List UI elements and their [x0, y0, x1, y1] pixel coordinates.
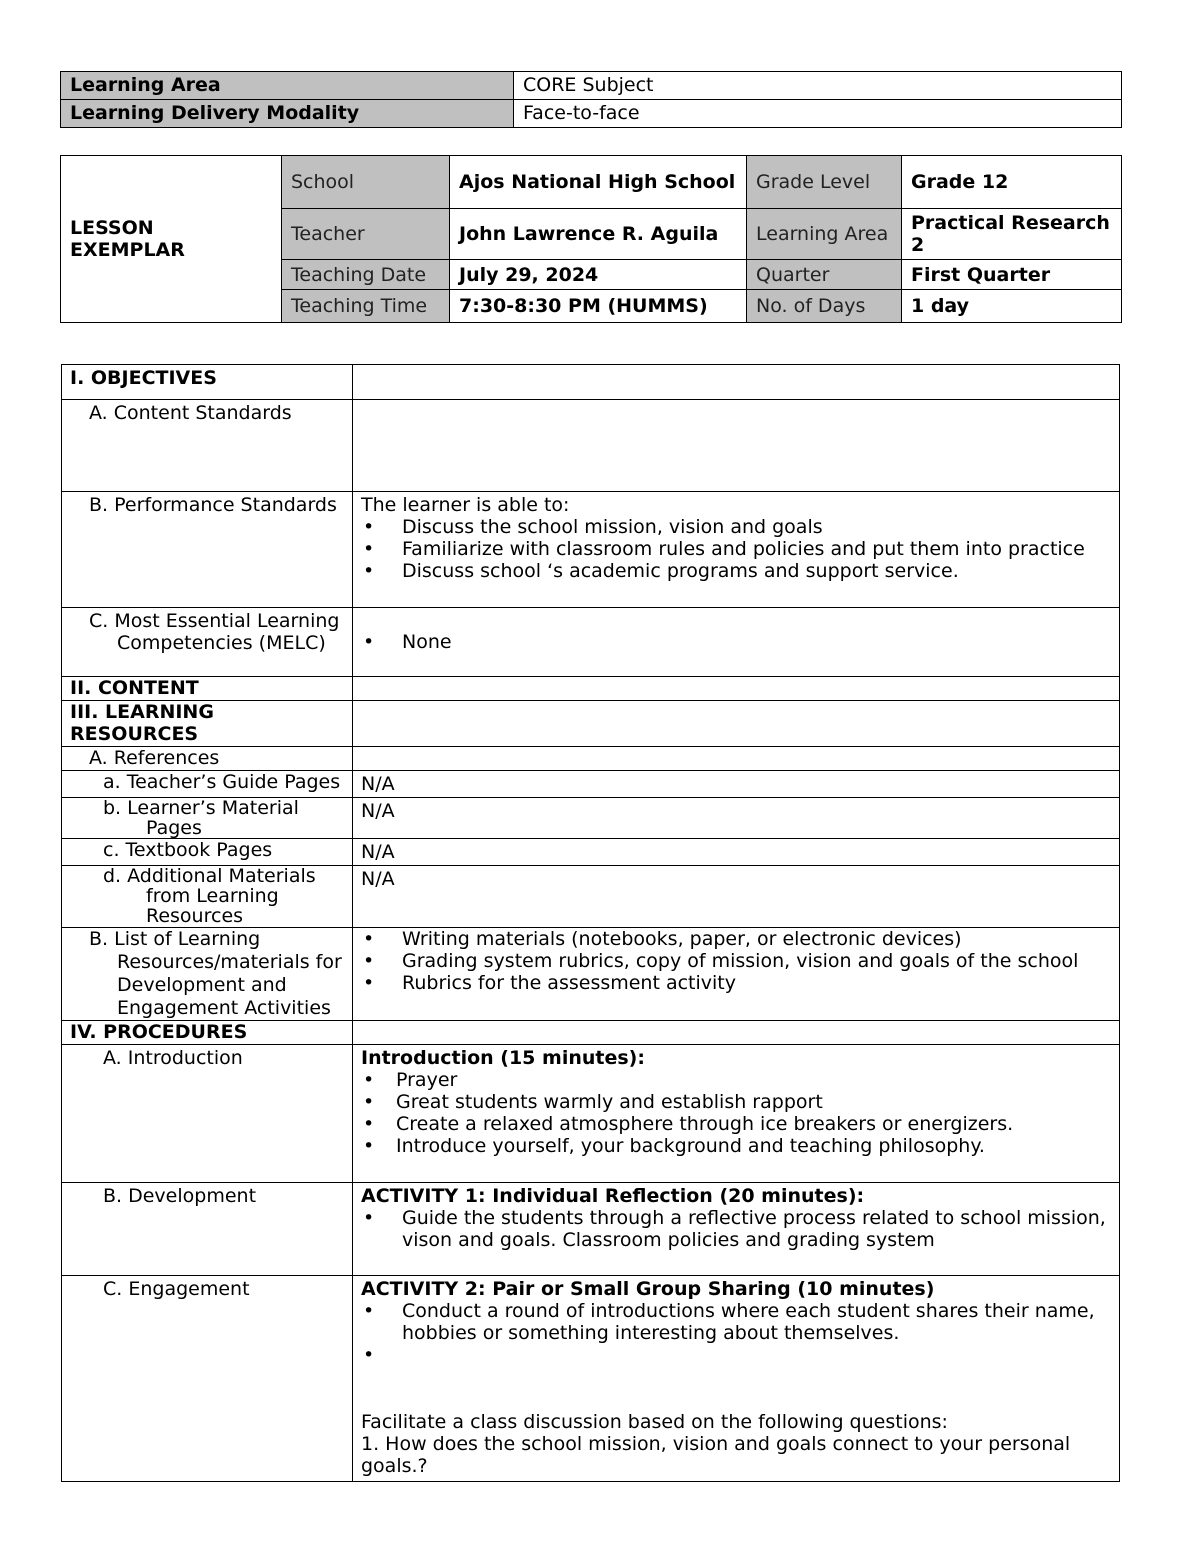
references-cell	[353, 747, 1120, 771]
teaching-date-value: July 29, 2024	[450, 260, 747, 290]
learning-area-label: Learning Area	[61, 72, 514, 100]
modality-label: Learning Delivery Modality	[61, 100, 514, 128]
procedures-heading: IV. PROCEDURES	[62, 1021, 353, 1045]
engagement-label: C. Engagement	[62, 1276, 353, 1482]
list-item: • Guide the students through a reflective process related to school mission, vison and goals. Classroom policies and grading system	[361, 1207, 1111, 1251]
additional-materials-value: N/A	[353, 866, 1120, 928]
engagement-title: ACTIVITY 2: Pair or Small Group Sharing (10 minutes)	[361, 1278, 935, 1300]
modality-value: Face-to-face	[514, 100, 1122, 128]
lm-pages-label	[62, 798, 353, 839]
performance-standards-text: B. Performance Standards	[89, 494, 337, 516]
list-item: • Introduce yourself, your background and teaching philosophy.	[361, 1135, 1111, 1157]
references-label: A. References	[62, 747, 353, 771]
tb-pages-value: N/A	[353, 839, 1120, 866]
lm-pages-text: b. Learner’s Material Pages	[103, 797, 299, 839]
performance-intro: The learner is able to:	[361, 494, 570, 516]
list-resources-cell	[353, 928, 1120, 1021]
lesson-plan-table	[61, 364, 1120, 1482]
list-item-empty	[361, 1344, 1111, 1366]
content-standards-label: A. Content Standards	[62, 400, 353, 492]
list-item: • Create a relaxed atmosphere through ice breakers or energizers.	[361, 1113, 1111, 1135]
learning-area-value-2: Practical Research 2	[902, 209, 1122, 260]
additional-materials-text: d. Additional Materials from Learning Resources	[103, 865, 316, 927]
list-item: • Discuss the school mission, vision and goals	[361, 516, 1111, 538]
quarter-label: Quarter	[747, 260, 902, 290]
development-cell	[353, 1183, 1120, 1276]
quarter-value: First Quarter	[902, 260, 1122, 290]
list-resources-text: B. List of Learning Resources/materials for Development and Engagement Activities	[89, 928, 342, 1019]
tg-pages-label: a. Teacher’s Guide Pages	[62, 771, 353, 798]
melc-label	[62, 608, 353, 677]
list-item: • Familiarize with classroom rules and policies and put them into practice	[361, 538, 1111, 560]
list-item: • Great students warmly and establish rapport	[361, 1091, 1111, 1113]
list-item: • Writing materials (notebooks, paper, or electronic devices)	[361, 928, 1111, 950]
days-value: 1 day	[902, 290, 1122, 323]
discussion-intro: Facilitate a class discussion based on the following questions:	[361, 1411, 948, 1433]
additional-materials-label	[62, 866, 353, 928]
teaching-time-label: Teaching Time	[282, 290, 450, 323]
introduction-title: Introduction (15 minutes):	[361, 1047, 645, 1069]
learning-area-value: CORE Subject	[514, 72, 1122, 100]
school-value: Ajos National High School	[450, 156, 747, 209]
introduction-cell	[353, 1045, 1120, 1183]
engagement-cell	[353, 1276, 1120, 1482]
teacher-value: John Lawrence R. Aguila	[450, 209, 747, 260]
melc-cell	[353, 608, 1120, 677]
introduction-label: A. Introduction	[62, 1045, 353, 1183]
tb-pages-label: c. Textbook Pages	[62, 839, 353, 866]
content-cell	[353, 677, 1120, 701]
learning-resources-cell	[353, 701, 1120, 747]
performance-standards-label	[62, 492, 353, 608]
discussion-question-1: 1. How does the school mission, vision and goals connect to your personal goals.?	[361, 1433, 1071, 1477]
teaching-time-value: 7:30-8:30 PM (HUMMS)	[450, 290, 747, 323]
list-item: • Grading system rubrics, copy of mission, vision and goals of the school	[361, 950, 1111, 972]
objectives-heading: I. OBJECTIVES	[62, 365, 353, 400]
content-standards-cell	[353, 400, 1120, 492]
days-label: No. of Days	[747, 290, 902, 323]
melc-text: C. Most Essential Learning Competencies (MELC)	[89, 610, 340, 654]
learning-info-table	[60, 71, 1122, 128]
list-item: • Discuss school ‘s academic programs and support service.	[361, 560, 1111, 582]
learning-resources-heading: III. LEARNING RESOURCES	[62, 701, 353, 747]
list-resources-label	[62, 928, 353, 1021]
lm-pages-value: N/A	[353, 798, 1120, 839]
teacher-label: Teacher	[282, 209, 450, 260]
list-item: • None	[361, 631, 1111, 653]
school-label: School	[282, 156, 450, 209]
performance-standards-cell	[353, 492, 1120, 608]
tg-pages-value: N/A	[353, 771, 1120, 798]
list-item: • Prayer	[361, 1069, 1111, 1091]
objectives-cell	[353, 365, 1120, 400]
grade-level-label: Grade Level	[747, 156, 902, 209]
learning-area-label-2: Learning Area	[747, 209, 902, 260]
list-item: • Conduct a round of introductions where each student shares their name, hobbies or something interesting about themselves.	[361, 1300, 1111, 1344]
teaching-date-label: Teaching Date	[282, 260, 450, 290]
lesson-header-table	[60, 155, 1122, 323]
development-label: B. Development	[62, 1183, 353, 1276]
grade-level-value: Grade 12	[902, 156, 1122, 209]
development-title: ACTIVITY 1: Individual Reflection (20 minutes):	[361, 1185, 865, 1207]
lesson-exemplar-title: LESSON EXEMPLAR	[61, 156, 282, 323]
list-item: • Rubrics for the assessment activity	[361, 972, 1111, 994]
content-heading: II. CONTENT	[62, 677, 353, 701]
procedures-cell	[353, 1021, 1120, 1045]
